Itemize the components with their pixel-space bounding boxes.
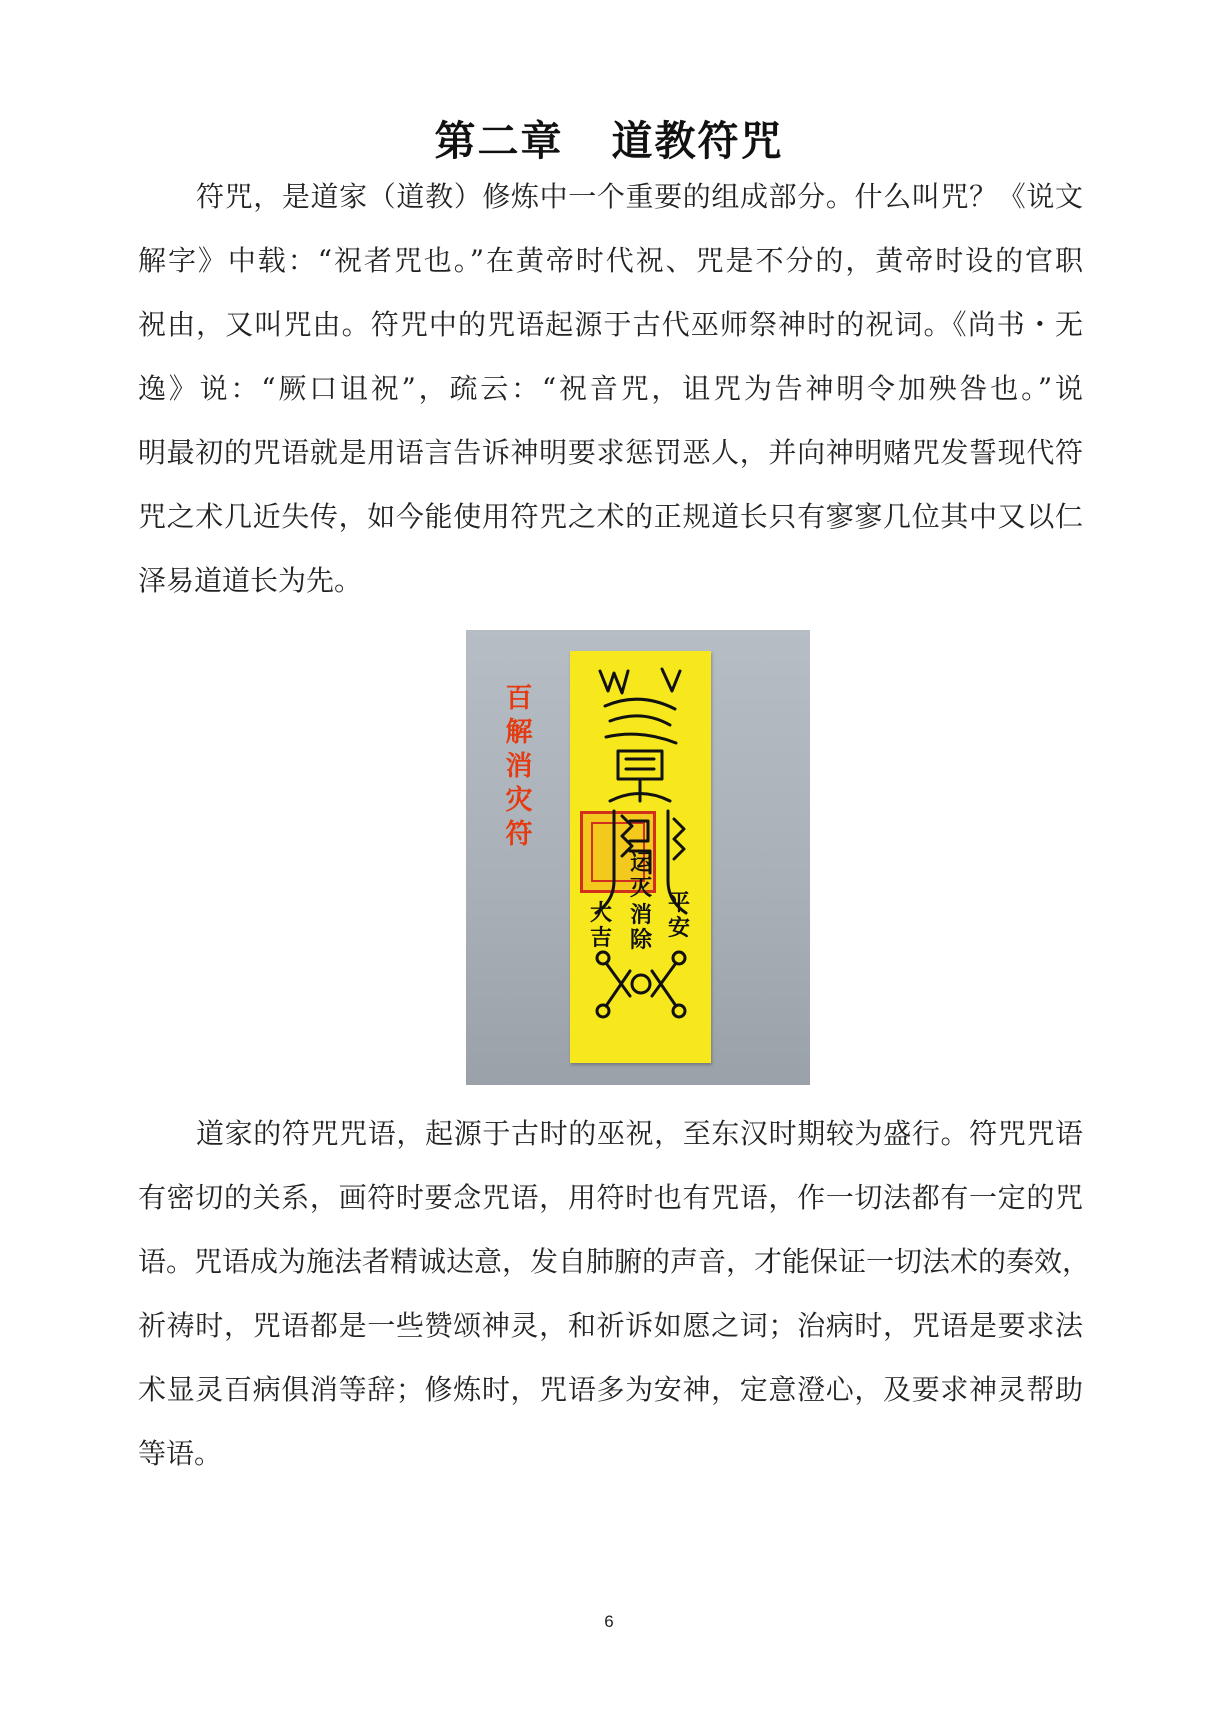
talisman-paper — [570, 651, 711, 1063]
talisman-left-text: 大吉 — [589, 901, 612, 951]
text-line: 祝由，又叫咒由。符咒中的咒语起源于古代巫师祭神时的祝词。《尚书・无 — [138, 308, 1083, 341]
talisman-name-label: 百解消灾符 — [505, 683, 533, 850]
text-line: 逸》说：“厥口诅祝”，疏云：“祝音咒，诅咒为告神明令加殃咎也。”说 — [138, 372, 1083, 405]
text-line: 符咒，是道家（道教）修炼中一个重要的组成部分。什么叫咒？《说文 — [196, 180, 1083, 213]
chapter-number: 第二章 — [434, 117, 564, 165]
talisman-lower-text: 消除 — [629, 903, 652, 953]
chapter-name: 道教符咒 — [611, 117, 784, 165]
text-line: 道家的符咒咒语，起源于古时的巫祝，至东汉时期较为盛行。符咒咒语 — [196, 1117, 1083, 1150]
text-line: 祈祷时，咒语都是一些赞颂神灵，和祈诉如愿之词；治病时，咒语是要求法 — [138, 1309, 1083, 1342]
text-line: 咒之术几近失传，如今能使用符咒之术的正规道长只有寥寥几位其中又以仁 — [138, 500, 1083, 533]
page-number: 6 — [604, 1612, 614, 1631]
text-line: 术显灵百病俱消等辞；修炼时，咒语多为安神，定意澄心，及要求神灵帮助 — [138, 1373, 1083, 1406]
text-line: 解字》中载：“祝者咒也。”在黄帝时代祝、咒是不分的，黄帝时设的官职 — [138, 244, 1083, 277]
talisman-photo — [466, 630, 810, 1085]
text-line: 语。咒语成为施法者精诚达意，发自肺腑的声音，才能保证一切法术的奏效， — [138, 1245, 1091, 1278]
chapter-title — [0, 108, 1218, 167]
talisman-middle-text: 运灭 — [629, 851, 652, 901]
talisman-right-text: 平安 — [667, 891, 690, 941]
text-line: 等语。 — [138, 1437, 223, 1470]
text-line: 明最初的咒语就是用语言告诉神明要求惩罚恶人，并向神明赌咒发誓现代符 — [138, 436, 1083, 469]
text-line: 有密切的关系，画符时要念咒语，用符时也有咒语，作一切法都有一定的咒 — [138, 1181, 1083, 1214]
text-line: 泽易道道长为先。 — [138, 564, 363, 597]
